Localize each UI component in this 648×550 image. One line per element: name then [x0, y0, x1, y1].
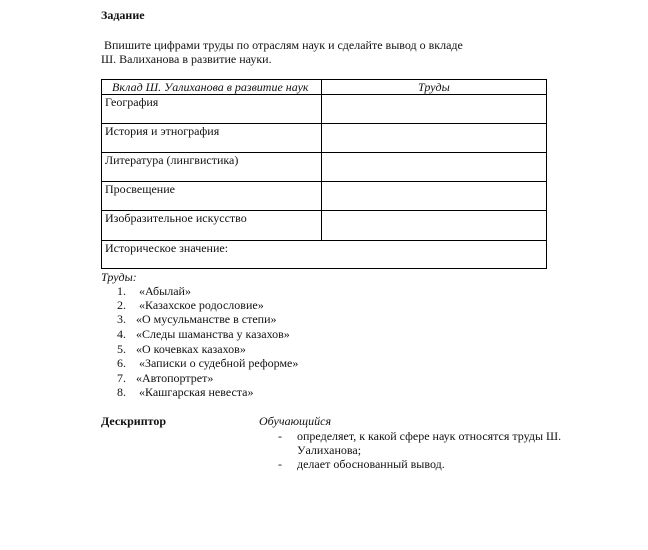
list-item-number: 5.	[117, 342, 126, 356]
descriptor-point-1-cont: Уалиханова;	[297, 443, 362, 457]
descriptor-point-1: определяет, к какой сфере наук относятся труды Ш.	[297, 429, 562, 443]
instruction-line-1: Впишите цифрами труды по отраслям наук и сделайте вывод о вкладе	[104, 38, 463, 52]
row-divider	[102, 94, 546, 95]
list-item-number: 8.	[117, 385, 126, 399]
list-item: «Казахское родословие»	[139, 298, 264, 312]
descriptor-subject: Обучающийся	[259, 414, 332, 428]
list-item-number: 6.	[117, 356, 126, 370]
row-label-education: Просвещение	[105, 182, 175, 196]
row-label-history: История и этнография	[105, 124, 220, 138]
bullet-dash: -	[278, 457, 282, 471]
list-item: «Автопортрет»	[136, 371, 214, 385]
list-item: «Записки о судебной реформе»	[139, 356, 299, 370]
col2-header: Труды	[418, 80, 450, 94]
list-item-number: 7.	[117, 371, 126, 385]
instruction-line-2: Ш. Валиханова в развитие науки.	[101, 52, 272, 66]
descriptor-label: Дескриптор	[101, 414, 167, 428]
col1-header: Вклад Ш. Уалиханова в развитие наук	[112, 80, 309, 94]
list-item: «Следы шаманства у казахов»	[136, 327, 290, 341]
list-item: «Абылай»	[139, 284, 191, 298]
list-item-number: 3.	[117, 312, 126, 326]
list-item: «Кашгарская невеста»	[139, 385, 254, 399]
descriptor-point-2: делает обоснованный вывод.	[297, 457, 445, 471]
list-item-number: 4.	[117, 327, 126, 341]
row-label-geography: География	[105, 95, 159, 109]
list-item: «О мусульманстве в степи»	[136, 312, 277, 326]
list-item: «О кочевках казахов»	[136, 342, 246, 356]
list-item-number: 2.	[117, 298, 126, 312]
column-divider	[321, 80, 322, 240]
list-item-number: 1.	[117, 284, 126, 298]
historical-significance-label: Историческое значение:	[105, 241, 229, 255]
task-heading: Задание	[101, 8, 145, 22]
row-label-art: Изобразительное искусство	[105, 211, 247, 225]
works-label: Труды:	[101, 270, 137, 284]
contribution-table	[101, 79, 547, 269]
row-label-literature: Литература (лингвистика)	[105, 153, 239, 167]
bullet-dash: -	[278, 429, 282, 443]
